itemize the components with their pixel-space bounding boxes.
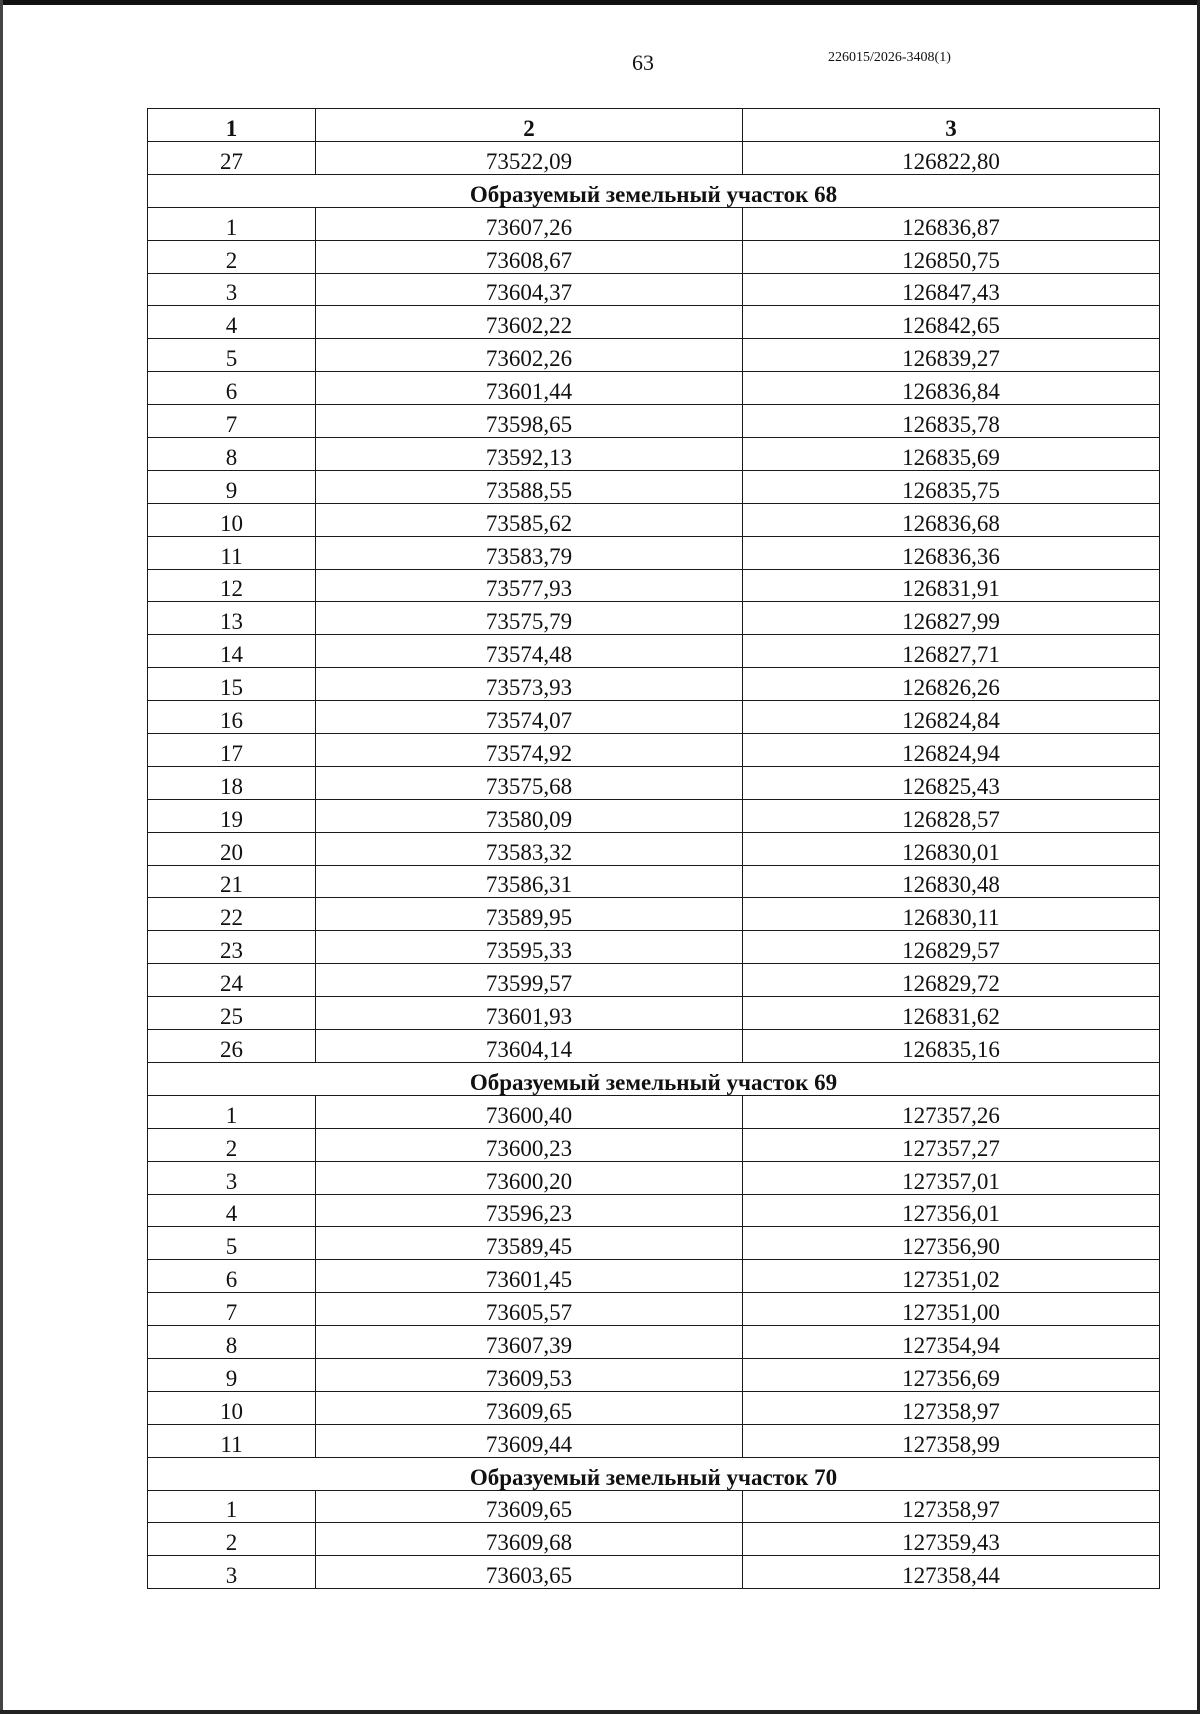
table-row (148, 1556, 1160, 1589)
x-coordinate-cell: 73608,67 (316, 240, 743, 273)
table-row (148, 668, 1160, 701)
point-number-cell: 8 (148, 1326, 316, 1359)
x-coordinate-cell: 73609,44 (316, 1424, 743, 1457)
page-bottom-border (0, 1710, 1200, 1714)
point-number-cell: 4 (148, 1194, 316, 1227)
table-row (148, 766, 1160, 799)
column-header-y: 3 (743, 109, 1160, 142)
y-coordinate-cell: 126850,75 (743, 240, 1160, 273)
x-coordinate-cell: 73595,33 (316, 931, 743, 964)
y-coordinate-cell: 126829,57 (743, 931, 1160, 964)
point-number-cell: 10 (148, 503, 316, 536)
point-number-cell: 22 (148, 898, 316, 931)
y-coordinate-cell: 126830,48 (743, 865, 1160, 898)
table-row (148, 1424, 1160, 1457)
y-coordinate-cell: 126827,99 (743, 602, 1160, 635)
section-header-row (148, 1457, 1160, 1490)
x-coordinate-cell: 73573,93 (316, 668, 743, 701)
y-coordinate-cell: 126827,71 (743, 635, 1160, 668)
y-coordinate-cell: 127358,97 (743, 1490, 1160, 1523)
point-number-cell: 27 (148, 142, 316, 175)
table-row (148, 207, 1160, 240)
point-number-cell: 23 (148, 931, 316, 964)
y-coordinate-cell: 126835,69 (743, 438, 1160, 471)
y-coordinate-cell: 126839,27 (743, 339, 1160, 372)
x-coordinate-cell: 73589,95 (316, 898, 743, 931)
y-coordinate-cell: 126836,36 (743, 536, 1160, 569)
point-number-cell: 6 (148, 372, 316, 405)
x-coordinate-cell: 73600,40 (316, 1095, 743, 1128)
point-number-cell: 17 (148, 734, 316, 767)
point-number-cell: 3 (148, 1161, 316, 1194)
table-row (148, 536, 1160, 569)
point-number-cell: 12 (148, 569, 316, 602)
point-number-cell: 25 (148, 997, 316, 1030)
x-coordinate-cell: 73607,39 (316, 1326, 743, 1359)
point-number-cell: 18 (148, 766, 316, 799)
point-number-cell: 15 (148, 668, 316, 701)
table-row (148, 1391, 1160, 1424)
table-row (148, 470, 1160, 503)
table-row (148, 865, 1160, 898)
x-coordinate-cell: 73601,44 (316, 372, 743, 405)
table-row (148, 701, 1160, 734)
x-coordinate-cell: 73609,68 (316, 1523, 743, 1556)
x-coordinate-cell: 73609,65 (316, 1490, 743, 1523)
coordinates-table (147, 108, 1160, 1589)
table-row (148, 405, 1160, 438)
y-coordinate-cell: 127351,02 (743, 1260, 1160, 1293)
page-number: 63 (632, 50, 654, 75)
y-coordinate-cell: 126831,91 (743, 569, 1160, 602)
x-coordinate-cell: 73602,22 (316, 306, 743, 339)
x-coordinate-cell: 73603,65 (316, 1556, 743, 1589)
point-number-cell: 9 (148, 470, 316, 503)
point-number-cell: 10 (148, 1391, 316, 1424)
table-row (148, 1095, 1160, 1128)
table-row (148, 1523, 1160, 1556)
x-coordinate-cell: 73580,09 (316, 799, 743, 832)
x-coordinate-cell: 73604,14 (316, 1030, 743, 1063)
x-coordinate-cell: 73583,32 (316, 832, 743, 865)
x-coordinate-cell: 73607,26 (316, 207, 743, 240)
point-number-cell: 2 (148, 1523, 316, 1556)
table-row (148, 898, 1160, 931)
y-coordinate-cell: 126830,11 (743, 898, 1160, 931)
point-number-cell: 1 (148, 1095, 316, 1128)
y-coordinate-cell: 127356,69 (743, 1358, 1160, 1391)
x-coordinate-cell: 73588,55 (316, 470, 743, 503)
point-number-cell: 24 (148, 964, 316, 997)
table-row (148, 1260, 1160, 1293)
y-coordinate-cell: 127356,90 (743, 1227, 1160, 1260)
point-number-cell: 26 (148, 1030, 316, 1063)
x-coordinate-cell: 73601,93 (316, 997, 743, 1030)
table-row (148, 997, 1160, 1030)
section-header-row (148, 174, 1160, 207)
table-row (148, 635, 1160, 668)
y-coordinate-cell: 126826,26 (743, 668, 1160, 701)
x-coordinate-cell: 73577,93 (316, 569, 743, 602)
y-coordinate-cell: 127357,01 (743, 1161, 1160, 1194)
x-coordinate-cell: 73586,31 (316, 865, 743, 898)
section-title: Образуемый земельный участок 70 (148, 1457, 1160, 1490)
table-row (148, 931, 1160, 964)
y-coordinate-cell: 126835,75 (743, 470, 1160, 503)
point-number-cell: 5 (148, 1227, 316, 1260)
table-row (148, 372, 1160, 405)
page-top-border (0, 0, 1200, 5)
x-coordinate-cell: 73574,48 (316, 635, 743, 668)
x-coordinate-cell: 73601,45 (316, 1260, 743, 1293)
point-number-cell: 2 (148, 1128, 316, 1161)
point-number-cell: 3 (148, 273, 316, 306)
point-number-cell: 9 (148, 1358, 316, 1391)
table-row (148, 1161, 1160, 1194)
point-number-cell: 4 (148, 306, 316, 339)
table-row (148, 1030, 1160, 1063)
point-number-cell: 7 (148, 1293, 316, 1326)
table-row (148, 1358, 1160, 1391)
point-number-cell: 13 (148, 602, 316, 635)
y-coordinate-cell: 127358,44 (743, 1556, 1160, 1589)
table-row (148, 832, 1160, 865)
x-coordinate-cell: 73598,65 (316, 405, 743, 438)
table-row (148, 799, 1160, 832)
y-coordinate-cell: 127359,43 (743, 1523, 1160, 1556)
table-row (148, 142, 1160, 175)
table-row (148, 339, 1160, 372)
point-number-cell: 8 (148, 438, 316, 471)
x-coordinate-cell: 73605,57 (316, 1293, 743, 1326)
y-coordinate-cell: 126831,62 (743, 997, 1160, 1030)
y-coordinate-cell: 126835,16 (743, 1030, 1160, 1063)
point-number-cell: 19 (148, 799, 316, 832)
x-coordinate-cell: 73609,65 (316, 1391, 743, 1424)
x-coordinate-cell: 73585,62 (316, 503, 743, 536)
point-number-cell: 6 (148, 1260, 316, 1293)
y-coordinate-cell: 126836,84 (743, 372, 1160, 405)
x-coordinate-cell: 73600,20 (316, 1161, 743, 1194)
x-coordinate-cell: 73522,09 (316, 142, 743, 175)
y-coordinate-cell: 126836,87 (743, 207, 1160, 240)
table-row (148, 602, 1160, 635)
point-number-cell: 14 (148, 635, 316, 668)
point-number-cell: 1 (148, 207, 316, 240)
page-left-border (0, 0, 3, 1714)
y-coordinate-cell: 126842,65 (743, 306, 1160, 339)
x-coordinate-cell: 73575,68 (316, 766, 743, 799)
y-coordinate-cell: 126835,78 (743, 405, 1160, 438)
point-number-cell: 2 (148, 240, 316, 273)
y-coordinate-cell: 127354,94 (743, 1326, 1160, 1359)
x-coordinate-cell: 73574,92 (316, 734, 743, 767)
x-coordinate-cell: 73583,79 (316, 536, 743, 569)
table-row (148, 1128, 1160, 1161)
table-row (148, 503, 1160, 536)
y-coordinate-cell: 126825,43 (743, 766, 1160, 799)
x-coordinate-cell: 73592,13 (316, 438, 743, 471)
point-number-cell: 1 (148, 1490, 316, 1523)
table-row (148, 1194, 1160, 1227)
y-coordinate-cell: 126824,94 (743, 734, 1160, 767)
y-coordinate-cell: 127356,01 (743, 1194, 1160, 1227)
y-coordinate-cell: 126836,68 (743, 503, 1160, 536)
y-coordinate-cell: 127358,99 (743, 1424, 1160, 1457)
table-row (148, 240, 1160, 273)
document-reference: 226015/2026-3408(1) (828, 50, 951, 65)
x-coordinate-cell: 73602,26 (316, 339, 743, 372)
x-coordinate-cell: 73575,79 (316, 602, 743, 635)
x-coordinate-cell: 73609,53 (316, 1358, 743, 1391)
point-number-cell: 7 (148, 405, 316, 438)
table-row (148, 569, 1160, 602)
table-row (148, 1490, 1160, 1523)
table-row (148, 1326, 1160, 1359)
point-number-cell: 20 (148, 832, 316, 865)
section-title: Образуемый земельный участок 68 (148, 174, 1160, 207)
y-coordinate-cell: 126847,43 (743, 273, 1160, 306)
point-number-cell: 11 (148, 536, 316, 569)
x-coordinate-cell: 73589,45 (316, 1227, 743, 1260)
table-row (148, 734, 1160, 767)
y-coordinate-cell: 127358,97 (743, 1391, 1160, 1424)
x-coordinate-cell: 73599,57 (316, 964, 743, 997)
table-row (148, 964, 1160, 997)
section-title: Образуемый земельный участок 69 (148, 1062, 1160, 1095)
y-coordinate-cell: 127357,26 (743, 1095, 1160, 1128)
table-header-row (148, 109, 1160, 142)
table-row (148, 306, 1160, 339)
table-row (148, 1227, 1160, 1260)
y-coordinate-cell: 126824,84 (743, 701, 1160, 734)
y-coordinate-cell: 126828,57 (743, 799, 1160, 832)
point-number-cell: 11 (148, 1424, 316, 1457)
y-coordinate-cell: 126822,80 (743, 142, 1160, 175)
point-number-cell: 5 (148, 339, 316, 372)
section-header-row (148, 1062, 1160, 1095)
y-coordinate-cell: 126829,72 (743, 964, 1160, 997)
table-row (148, 1293, 1160, 1326)
column-header-point: 1 (148, 109, 316, 142)
point-number-cell: 21 (148, 865, 316, 898)
x-coordinate-cell: 73596,23 (316, 1194, 743, 1227)
table-row (148, 273, 1160, 306)
table-row (148, 438, 1160, 471)
y-coordinate-cell: 126830,01 (743, 832, 1160, 865)
x-coordinate-cell: 73604,37 (316, 273, 743, 306)
point-number-cell: 16 (148, 701, 316, 734)
x-coordinate-cell: 73574,07 (316, 701, 743, 734)
x-coordinate-cell: 73600,23 (316, 1128, 743, 1161)
y-coordinate-cell: 127357,27 (743, 1128, 1160, 1161)
y-coordinate-cell: 127351,00 (743, 1293, 1160, 1326)
point-number-cell: 3 (148, 1556, 316, 1589)
coordinates-table-body (148, 109, 1160, 1589)
column-header-x: 2 (316, 109, 743, 142)
